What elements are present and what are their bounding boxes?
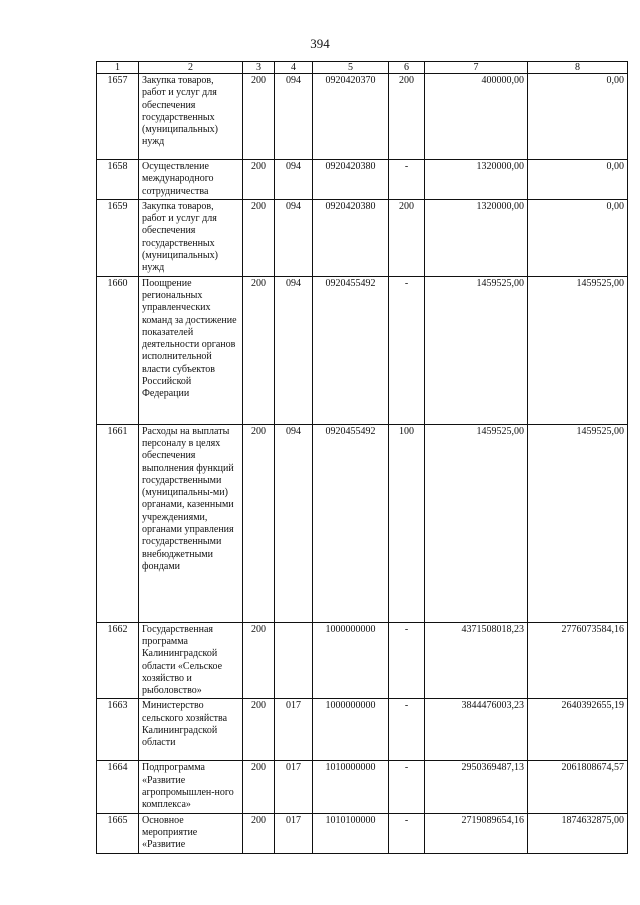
row-expense-type: -: [389, 160, 425, 200]
row-section: 200: [243, 813, 275, 853]
row-number: 1662: [97, 622, 139, 699]
row-ministry-code: 017: [275, 761, 313, 813]
row-ministry-code: 094: [275, 74, 313, 160]
row-section: 200: [243, 276, 275, 424]
row-section: 200: [243, 761, 275, 813]
row-section: 200: [243, 622, 275, 699]
row-section: 200: [243, 160, 275, 200]
row-amount-2: 1459525,00: [528, 276, 628, 424]
row-number: 1663: [97, 699, 139, 761]
row-target-code: 1000000000: [313, 699, 389, 761]
row-expense-type: -: [389, 699, 425, 761]
row-number: 1660: [97, 276, 139, 424]
table-row: [97, 199, 628, 276]
row-section: 200: [243, 699, 275, 761]
row-ministry-code: 017: [275, 699, 313, 761]
row-ministry-code: [275, 622, 313, 699]
column-header: 8: [528, 62, 628, 74]
row-target-code: 0920420380: [313, 199, 389, 276]
column-header: 2: [139, 62, 243, 74]
row-ministry-code: 094: [275, 424, 313, 622]
row-name: Подпрограмма «Развитие агропромышлен-ного комплекса»: [139, 761, 243, 813]
row-ministry-code: 094: [275, 276, 313, 424]
row-amount-1: 1459525,00: [425, 276, 528, 424]
column-header: 6: [389, 62, 425, 74]
row-number: 1658: [97, 160, 139, 200]
row-amount-1: 2719089654,16: [425, 813, 528, 853]
row-name: Поощрение региональных управленческих команд за достижение показателей деятельности органов исполнительной власти субъектов Российской Федерации: [139, 276, 243, 424]
column-header: 1: [97, 62, 139, 74]
row-expense-type: 200: [389, 199, 425, 276]
row-target-code: 0920455492: [313, 424, 389, 622]
row-target-code: 1000000000: [313, 622, 389, 699]
row-ministry-code: 094: [275, 160, 313, 200]
row-expense-type: 200: [389, 74, 425, 160]
row-name: Закупка товаров, работ и услуг для обеспечения государственных (муниципальных) нужд: [139, 199, 243, 276]
row-number: 1665: [97, 813, 139, 853]
row-target-code: 0920420370: [313, 74, 389, 160]
row-expense-type: -: [389, 813, 425, 853]
row-amount-1: 3844476003,23: [425, 699, 528, 761]
row-target-code: 0920420380: [313, 160, 389, 200]
row-target-code: 0920455492: [313, 276, 389, 424]
table-row: [97, 622, 628, 699]
row-amount-2: 0,00: [528, 199, 628, 276]
row-ministry-code: 094: [275, 199, 313, 276]
column-header: 7: [425, 62, 528, 74]
row-amount-2: 1874632875,00: [528, 813, 628, 853]
row-amount-2: 0,00: [528, 160, 628, 200]
table-row: [97, 761, 628, 813]
row-amount-1: 4371508018,23: [425, 622, 528, 699]
row-name: Осуществление международного сотрудничества: [139, 160, 243, 200]
column-header: 3: [243, 62, 275, 74]
row-expense-type: 100: [389, 424, 425, 622]
page-number: 394: [310, 36, 330, 51]
row-expense-type: -: [389, 622, 425, 699]
table-row: [97, 813, 628, 853]
row-name: Основное мероприятие «Развитие: [139, 813, 243, 853]
table-row: [97, 276, 628, 424]
row-section: 200: [243, 424, 275, 622]
row-number: 1659: [97, 199, 139, 276]
row-number: 1661: [97, 424, 139, 622]
table-row: [97, 160, 628, 200]
row-number: 1657: [97, 74, 139, 160]
row-amount-2: 2776073584,16: [528, 622, 628, 699]
row-ministry-code: 017: [275, 813, 313, 853]
table-row: [97, 699, 628, 761]
row-amount-1: 1459525,00: [425, 424, 528, 622]
row-name: Государственная программа Калининградской области «Сельское хозяйство и рыболовство»: [139, 622, 243, 699]
row-number: 1664: [97, 761, 139, 813]
row-amount-1: 1320000,00: [425, 160, 528, 200]
row-expense-type: -: [389, 761, 425, 813]
row-amount-2: 2061808674,57: [528, 761, 628, 813]
row-section: 200: [243, 74, 275, 160]
row-name: Расходы на выплаты персоналу в целях обеспечения выполнения функций государственными (муниципальны-ми) органами, казенными учреждениями, органами управления государственными внебюджетными фондами: [139, 424, 243, 622]
header-row: [97, 62, 628, 74]
row-amount-2: 2640392655,19: [528, 699, 628, 761]
row-expense-type: -: [389, 276, 425, 424]
row-amount-2: 1459525,00: [528, 424, 628, 622]
row-target-code: 1010000000: [313, 761, 389, 813]
budget-table: [96, 61, 628, 854]
row-amount-1: 2950369487,13: [425, 761, 528, 813]
table-row: [97, 424, 628, 622]
row-name: Министерство сельского хозяйства Калининградской области: [139, 699, 243, 761]
row-amount-2: 0,00: [528, 74, 628, 160]
row-section: 200: [243, 199, 275, 276]
column-header: 5: [313, 62, 389, 74]
row-name: Закупка товаров, работ и услуг для обеспечения государственных (муниципальных) нужд: [139, 74, 243, 160]
row-amount-1: 400000,00: [425, 74, 528, 160]
row-target-code: 1010100000: [313, 813, 389, 853]
column-header: 4: [275, 62, 313, 74]
table-row: [97, 74, 628, 160]
row-amount-1: 1320000,00: [425, 199, 528, 276]
